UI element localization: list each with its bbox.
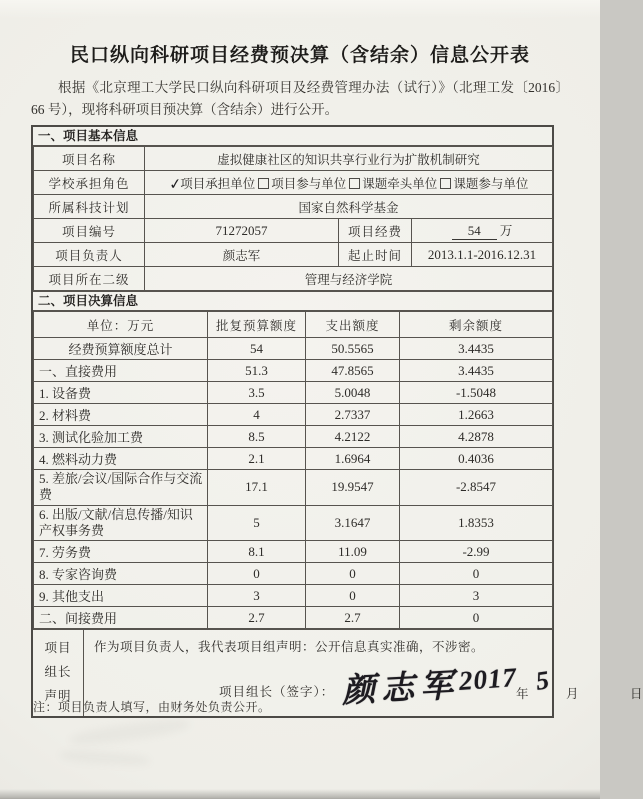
table-row (34, 470, 553, 506)
role-option-checked: 项目承担单位 (180, 176, 256, 191)
cell-spent: 3.1647 (306, 505, 400, 541)
cell-spent: 2.7 (306, 607, 400, 629)
program-label: 所属科技计划 (34, 195, 145, 219)
year-label: 年 (516, 687, 529, 701)
table-row (34, 541, 553, 563)
check-mark-icon: ✓ (167, 173, 183, 194)
declaration-label-line: 项目 (44, 641, 72, 656)
row-label: 8. 专家咨询费 (34, 563, 208, 585)
col-unit: 单位：万元 (34, 312, 208, 338)
checkbox-icon (258, 178, 269, 189)
cell-approved: 5 (208, 505, 306, 541)
funding-label: 项目经费 (339, 219, 412, 243)
cell-spent: 11.09 (306, 541, 400, 563)
cell-approved: 8.1 (208, 541, 306, 563)
cell-spent: 0 (306, 585, 400, 607)
funding-unit: 万 (499, 224, 513, 238)
form-body (31, 125, 643, 718)
table-row (34, 147, 553, 171)
handwritten-signature: 颜志军 (341, 667, 461, 711)
role-options (145, 171, 553, 195)
cell-remaining: 0 (400, 563, 553, 585)
program-value: 国家自然科学基金 (145, 195, 553, 219)
cell-remaining: 4.2878 (400, 426, 553, 448)
declaration-label-line: 声明 (44, 688, 72, 703)
table-row (34, 607, 553, 629)
table-row (34, 195, 553, 219)
department-label: 项目所在二级 (34, 267, 145, 291)
table-row (34, 448, 553, 470)
cell-spent: 47.8565 (306, 360, 400, 382)
duration-value: 2013.1.1-2016.12.31 (412, 243, 553, 267)
cell-remaining: -1.5048 (400, 382, 553, 404)
project-name-value: 虚拟健康社区的知识共享行业行为扩散机制研究 (145, 147, 553, 171)
form-title: 民口纵向科研项目经费预决算（含结余）信息公开表 (69, 45, 530, 66)
row-label: 7. 劳务费 (34, 541, 208, 563)
cell-approved: 2.7 (208, 607, 306, 629)
cell-remaining: 3 (400, 585, 553, 607)
cell-approved: 3 (208, 585, 306, 607)
cell-remaining: 1.2663 (400, 404, 553, 426)
table-row (34, 505, 553, 541)
role-option: 课题牵头单位 (362, 176, 438, 191)
leader-label: 项目负责人 (34, 243, 145, 267)
table-row (34, 585, 553, 607)
project-name-label: 项目名称 (34, 147, 145, 171)
cell-approved: 51.3 (208, 360, 306, 382)
paper-bottom-shadow (0, 789, 600, 799)
section-basic-info-header: 一、项目基本信息 (33, 127, 552, 146)
table-row (34, 171, 553, 195)
funding-value (412, 219, 553, 243)
table-row (34, 360, 553, 382)
month-label: 月 (566, 687, 579, 701)
row-label: 3. 测试化验加工费 (34, 426, 208, 448)
declaration-statement: 作为项目负责人，我代表项目组声明：公开信息真实准确，不涉密。 (94, 640, 485, 654)
cell-spent: 1.6964 (306, 448, 400, 470)
cell-spent: 19.9547 (306, 470, 400, 506)
cell-approved: 17.1 (208, 470, 306, 506)
row-label: 6. 出版/文献/信息传播/知识产权事务费 (34, 505, 208, 541)
cell-approved: 4 (208, 404, 306, 426)
checkbox-icon (440, 178, 451, 189)
paper-bleedthrough-mark (60, 749, 151, 767)
row-label: 5. 差旅/会议/国际合作与交流费 (34, 470, 208, 506)
role-option: 项目参与单位 (271, 176, 347, 191)
project-no-label: 项目编号 (34, 219, 145, 243)
row-label: 4. 燃料动力费 (34, 448, 208, 470)
budget-header-row (34, 312, 553, 338)
intro-paragraph: 根据《北京理工大学民口纵向科研项目及经费管理办法（试行）》（北理工发〔2016〕66 号），现将科研项目预决算（含结余）进行公开。 (31, 80, 569, 117)
funding-amount: 54 (452, 223, 497, 240)
row-label: 1. 设备费 (34, 382, 208, 404)
table-row (34, 563, 553, 585)
cell-remaining: -2.99 (400, 541, 553, 563)
day-label: 日 (630, 687, 643, 701)
table-row (34, 267, 553, 291)
col-approved: 批复预算额度 (208, 312, 306, 338)
cell-spent: 50.5565 (306, 338, 400, 360)
duration-label: 起止时间 (339, 243, 412, 267)
role-label: 学校承担角色 (34, 171, 145, 195)
row-label: 二、间接费用 (34, 607, 208, 629)
cell-remaining: 0 (400, 607, 553, 629)
cell-remaining: 1.8353 (400, 505, 553, 541)
cell-approved: 8.5 (208, 426, 306, 448)
leader-value: 颜志军 (145, 243, 339, 267)
cell-approved: 0 (208, 563, 306, 585)
row-label: 2. 材料费 (34, 404, 208, 426)
checkbox-icon (349, 178, 360, 189)
col-spent: 支出额度 (306, 312, 400, 338)
cell-remaining: 0.4036 (400, 448, 553, 470)
section-budget-header: 二、项目决算信息 (33, 291, 552, 311)
cell-remaining: -2.8547 (400, 470, 553, 506)
col-remaining: 剩余额度 (400, 312, 553, 338)
footnote: 注：项目负责人填写，由财务处负责公开。 (33, 700, 271, 714)
cell-spent: 0 (306, 563, 400, 585)
table-row (34, 219, 553, 243)
cell-remaining: 3.4435 (400, 338, 553, 360)
cell-approved: 2.1 (208, 448, 306, 470)
role-option: 课题参与单位 (453, 176, 529, 191)
department-value: 管理与经济学院 (145, 267, 553, 291)
paper-bleedthrough-mark (69, 716, 190, 749)
project-no-value: 71272057 (145, 219, 339, 243)
sign-label: 项目组长（签字）： (219, 685, 335, 699)
handwritten-year: 2017 (457, 662, 518, 696)
handwritten-month: 5 (533, 665, 551, 696)
cell-remaining: 3.4435 (400, 360, 553, 382)
cell-approved: 54 (208, 338, 306, 360)
table-row (34, 243, 553, 267)
cell-spent: 4.2122 (306, 426, 400, 448)
row-label: 9. 其他支出 (34, 585, 208, 607)
budget-table (33, 311, 553, 629)
row-label: 一、直接费用 (34, 360, 208, 382)
table-row (34, 404, 553, 426)
cell-spent: 5.0048 (306, 382, 400, 404)
cell-spent: 2.7337 (306, 404, 400, 426)
table-row (34, 338, 553, 360)
cell-approved: 3.5 (208, 382, 306, 404)
declaration-label-line: 组长 (44, 665, 72, 680)
row-label: 经费预算额度总计 (34, 338, 208, 360)
basic-info-table (33, 146, 553, 291)
table-row (34, 426, 553, 448)
table-row (34, 382, 553, 404)
